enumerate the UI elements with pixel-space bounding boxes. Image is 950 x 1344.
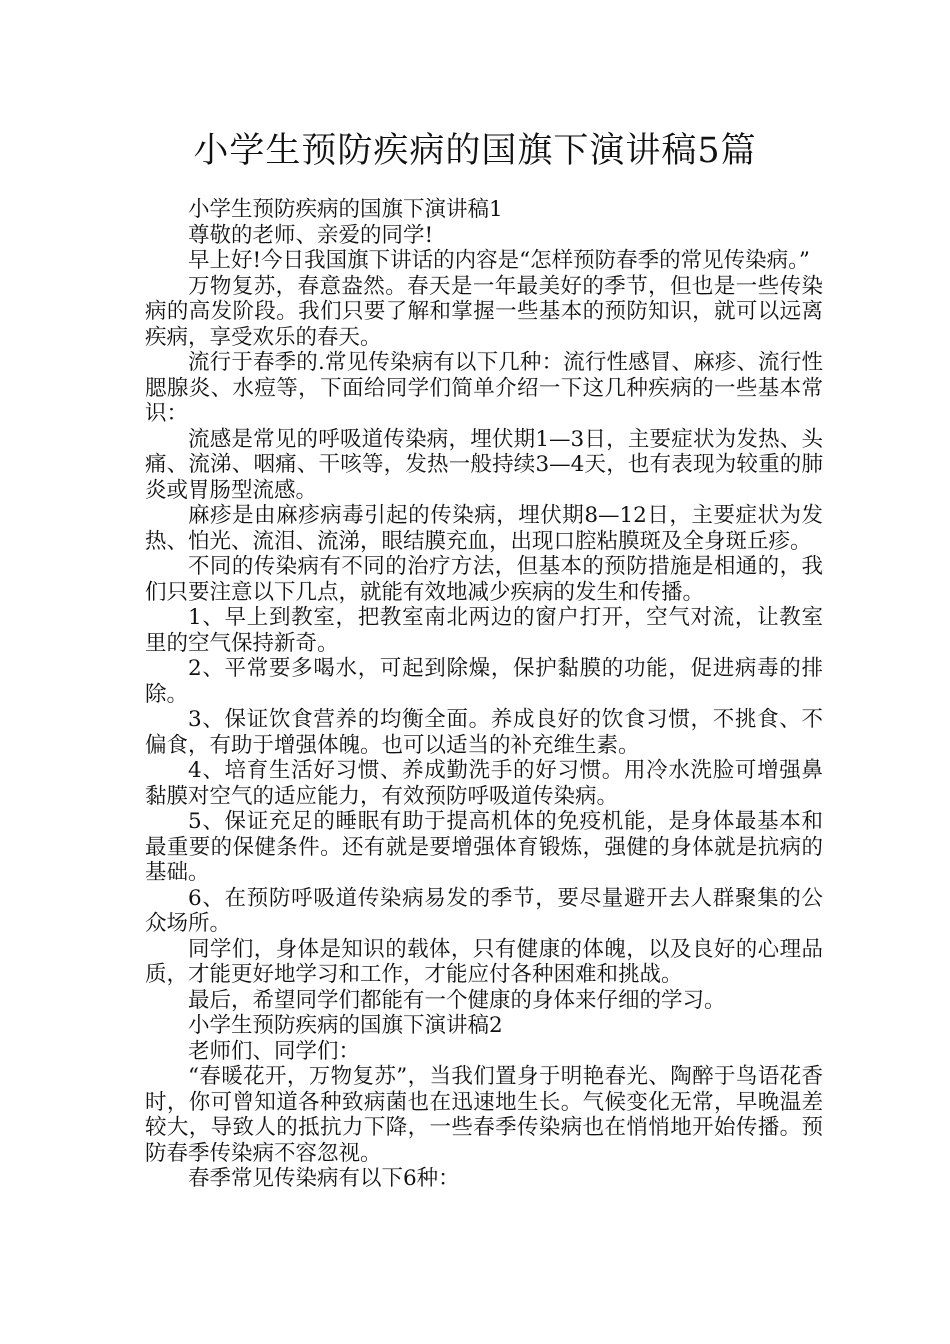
paragraph: 同学们，身体是知识的载体，只有健康的体魄，以及良好的心理品质，才能更好地学习和工作，才能应付各种困难和挑战。 <box>145 936 823 987</box>
list-item: 5、保证充足的睡眠有助于提高机体的免疫机能，是身体最基本和最重要的保健条件。还有就是要增强体育锻炼，强健的身体就是抗病的基础。 <box>145 809 823 885</box>
list-item: 2、平常要多喝水，可起到除燥，保护黏膜的功能，促进病毒的排除。 <box>145 656 823 707</box>
paragraph-speech1-heading: 小学生预防疾病的国旗下演讲稿1 <box>188 197 503 222</box>
paragraph: 春季常见传染病有以下6种： <box>188 1166 460 1191</box>
paragraph: 流行于春季的.常见传染病有以下几种：流行性感冒、麻疹、流行性腮腺炎、水痘等，下面给同学们简单介绍一下这几种疾病的一些基本常识： <box>145 350 823 426</box>
paragraph: 不同的传染病有不同的治疗方法，但基本的预防措施是相通的，我们只要注意以下几点，就能有效地减少疾病的发生和传播。 <box>145 554 823 605</box>
paragraph-greeting: 老师们、同学们： <box>188 1038 361 1064</box>
list-item: 3、保证饮食营养的均衡全面。养成良好的饮食习惯，不挑食、不偏食，有助于增强体魄。也可以适当的补充维生素。 <box>145 707 823 758</box>
document-body <box>145 197 823 1192</box>
list-item: 1、早上到教室，把教室南北两边的窗户打开，空气对流，让教室里的空气保持新奇。 <box>145 605 823 656</box>
document-title: 小学生预防疾病的国旗下演讲稿5篇 <box>193 131 757 171</box>
paragraph: 万物复苏，春意盎然。春天是一年最美好的季节，但也是一些传染病的高发阶段。我们只要了解和掌握一些基本的预防知识，就可以远离疾病，享受欢乐的春天。 <box>145 273 823 350</box>
paragraph: 麻疹是由麻疹病毒引起的传染病，埋伏期8—12日，主要症状为发热、怕光、流泪、流涕，眼结膜充血，出现口腔粘膜斑及全身斑丘疹。 <box>145 503 823 554</box>
paragraph-intro: 早上好!今日我国旗下讲话的内容是“怎样预防春季的常见传染病。” <box>188 248 810 273</box>
paragraph-greeting: 尊敬的老师、亲爱的同学! <box>188 222 434 248</box>
paragraph-speech2-heading: 小学生预防疾病的国旗下演讲稿2 <box>188 1013 503 1038</box>
paragraph: 流感是常见的呼吸道传染病，埋伏期1—3日，主要症状为发热、头痛、流涕、咽痛、干咳等，发热一般持续3—4天，也有表现为较重的肺炎或胃肠型流感。 <box>145 426 823 503</box>
list-item: 4、培育生活好习惯、养成勤洗手的好习惯。用冷水洗脸可增强鼻黏膜对空气的适应能力，有效预防呼吸道传染病。 <box>145 758 823 809</box>
paragraph: “春暖花开，万物复苏”，当我们置身于明艳春光、陶醉于鸟语花香时，你可曾知道各种致病菌也在迅速地生长。气候变化无常，早晚温差较大，导致人的抵抗力下降，一些春季传染病也在悄悄地开始传播。预防春季传染病不容忽视。 <box>145 1064 823 1166</box>
paragraph-closing: 最后，希望同学们都能有一个健康的身体来仔细的学习。 <box>188 987 726 1013</box>
list-item: 6、在预防呼吸道传染病易发的季节，要尽量避开去人群聚集的公众场所。 <box>145 885 823 936</box>
